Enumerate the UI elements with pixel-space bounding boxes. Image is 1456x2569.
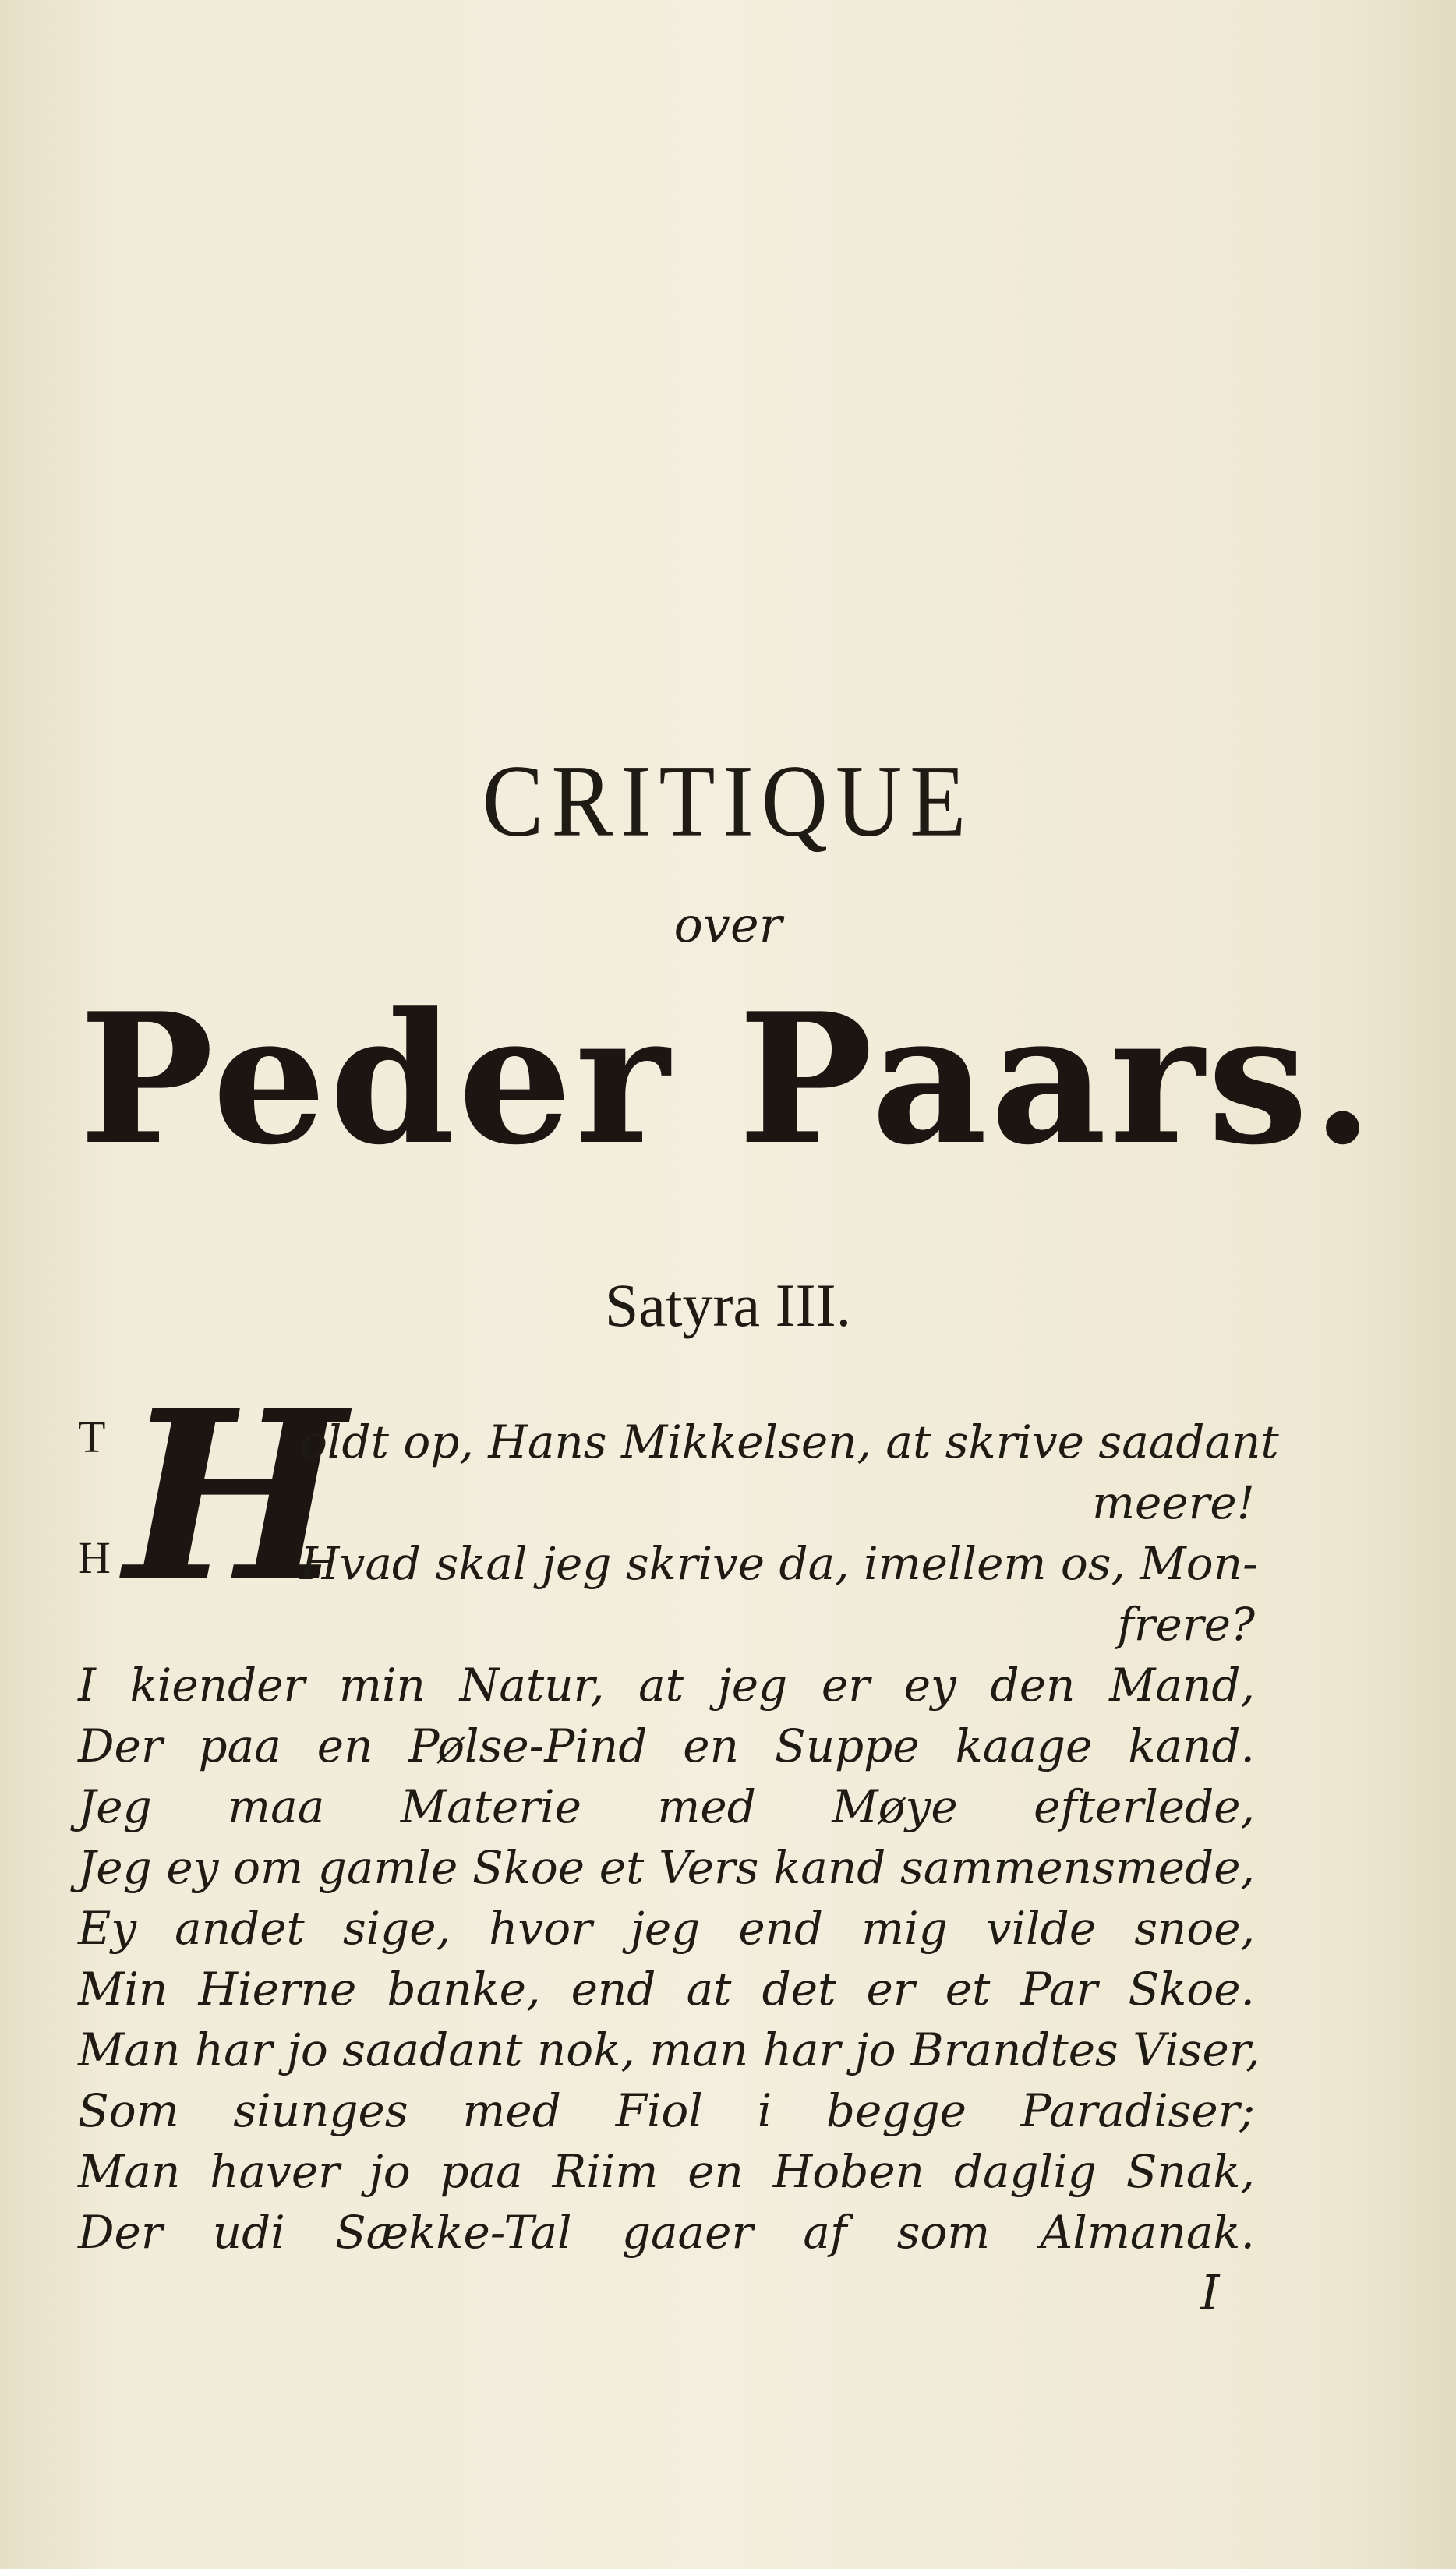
verse-line: Ey andet sige, hvor jeg end mig vilde snoe, <box>78 1902 1255 1955</box>
verse-line: Min Hierne banke, end at det er et Par Skoe. <box>78 1963 1255 2016</box>
margin-letter: H <box>78 1532 111 1583</box>
verse-line: Der paa en Pølse-Pind en Suppe kaage kand. <box>78 1719 1255 1772</box>
verse-line: oldt op, Hans Mikkelsen, at skrive saadant <box>300 1415 1279 1468</box>
page-subtitle: over <box>673 896 783 953</box>
section-heading: Satyra III. <box>604 1271 852 1339</box>
verse-line: Man har jo saadant nok, man har jo Brandtes Viser, <box>78 2023 1260 2076</box>
verse-line: Som siunges med Fiol i begge Paradiser; <box>78 2084 1255 2137</box>
verse-line: Jeg ey om gamle Skoe et Vers kand sammensmede, <box>78 1841 1255 1894</box>
verse-line: Hvad skal jeg skrive da, imellem os, Mon- <box>300 1537 1258 1590</box>
drop-cap-initial: H <box>125 1359 346 1634</box>
margin-letter: T <box>78 1412 106 1462</box>
catchword: I <box>1200 2264 1220 2321</box>
verse-line: meere! <box>1091 1476 1255 1529</box>
verse-line: Man haver jo paa Riim en Hoben daglig Snak, <box>78 2145 1255 2198</box>
verse-line: I kiender min Natur, at jeg er ey den Mand, <box>78 1659 1255 1712</box>
verse-line: Der udi Sække-Tal gaaer af som Almanak. <box>78 2206 1255 2259</box>
work-title: Peder Paars. <box>79 974 1377 1185</box>
page-title: CRITIQUE <box>482 744 974 858</box>
verse-line: Jeg maa Materie med Møye efterlede, <box>78 1780 1255 1833</box>
verse-line: frere? <box>1117 1598 1255 1651</box>
